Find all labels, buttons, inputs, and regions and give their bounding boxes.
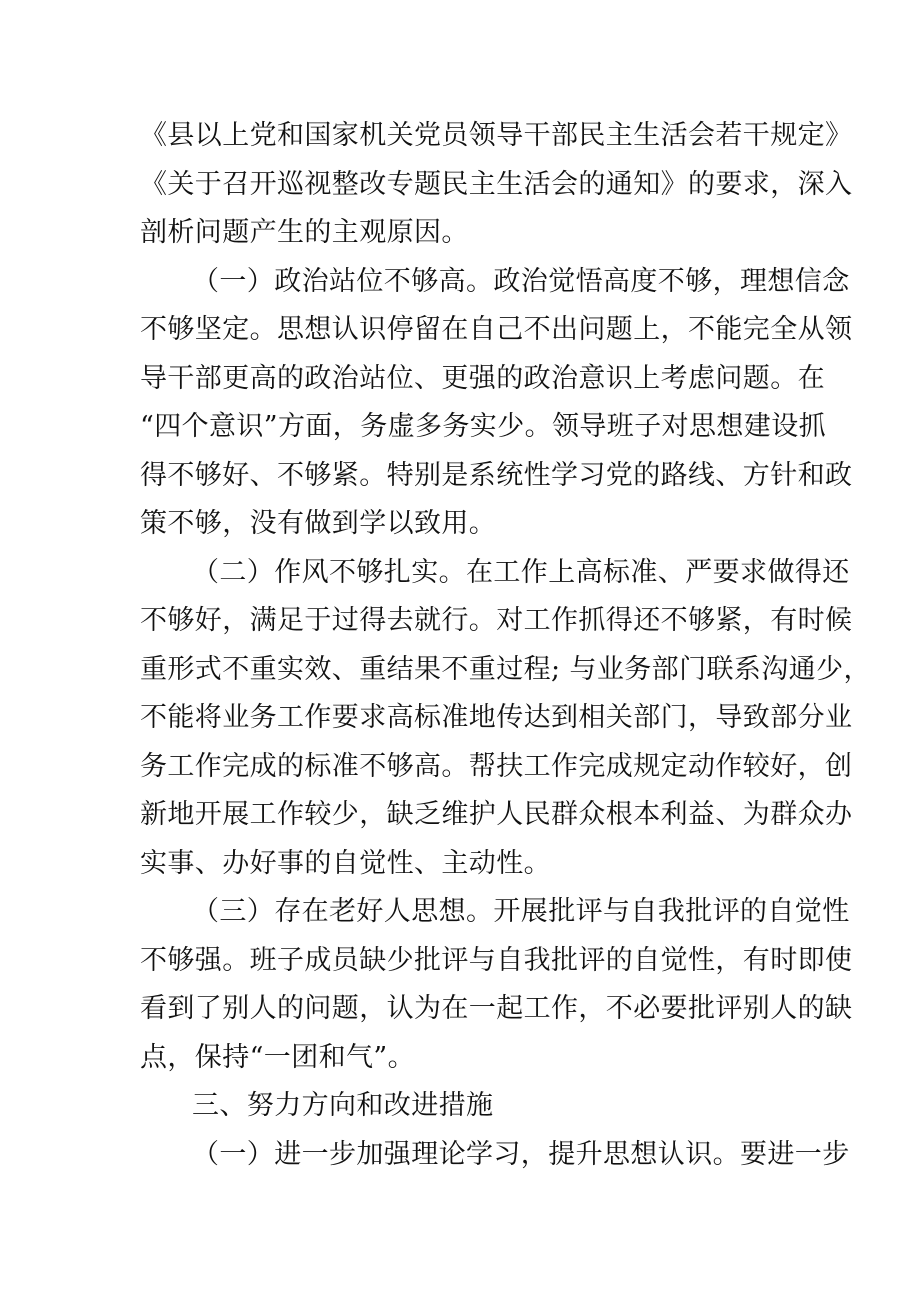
text-line: 得不够好、不够紧。特别是系统性学习党的路线、方针和政 — [140, 459, 853, 491]
text-line: （二）作风不够扎实。在工作上高标准、严要求做得还 — [192, 556, 850, 588]
text-line: 务工作完成的标准不够高。帮扶工作完成规定动作较好，创 — [140, 750, 853, 782]
text-line: 《县以上党和国家机关党员领导干部民主生活会若干规定》 — [140, 120, 853, 151]
paragraph-work-style — [140, 549, 871, 889]
text-line: 不能将业务工作要求高标准地传达到相关部门，导致部分业 — [140, 702, 853, 733]
text-line: 实事、办好事的自觉性、主动性。 — [140, 847, 551, 879]
document-body — [140, 112, 871, 1179]
text-line: 《关于召开巡视整改专题民主生活会的通知》的要求，深入 — [140, 168, 853, 200]
text-line: 剖析问题产生的主观原因。 — [140, 217, 469, 248]
text-line: 看到了别人的问题，认为在一起工作，不必要批评别人的缺 — [140, 993, 853, 1024]
text-line: 策不够，没有做到学以致用。 — [140, 508, 497, 539]
text-line: （一）政治站位不够高。政治觉悟高度不够，理想信念 — [192, 265, 850, 297]
text-line: “四个意识”方面，务虚多务实少。领导班子对思想建设抓 — [140, 411, 827, 442]
text-line: 导干部更高的政治站位、更强的政治意识上考虑问题。在 — [140, 362, 825, 394]
paragraph-nice-guy-thinking — [140, 888, 853, 1082]
text-line: 新地开展工作较少，缺乏维护人民群众根本利益、为群众办 — [140, 799, 853, 830]
paragraph-theory-study — [140, 1131, 850, 1180]
text-line: 点，保持“一团和气”。 — [140, 1041, 416, 1073]
text-line: （三）存在老好人思想。开展批评与自我批评的自觉性 — [192, 896, 850, 927]
section-heading — [140, 1082, 782, 1131]
text-line: （一）进一步加强理论学习，提升思想认识。要进一步 — [192, 1138, 850, 1170]
text-line: 重形式不重实效、重结果不重过程; 与业务部门联系沟通少， — [140, 653, 871, 685]
text-line: 不够强。班子成员缺少批评与自我批评的自觉性，有时即使 — [140, 944, 853, 976]
paragraph-intro — [140, 112, 853, 258]
text-line: 不够坚定。思想认识停留在自己不出问题上，不能完全从领 — [140, 314, 853, 345]
paragraph-political-stance — [140, 258, 853, 549]
text-line: 不够好，满足于过得去就行。对工作抓得还不够紧，有时候 — [140, 605, 853, 636]
heading-line: 三、努力方向和改进措施 — [192, 1090, 494, 1121]
